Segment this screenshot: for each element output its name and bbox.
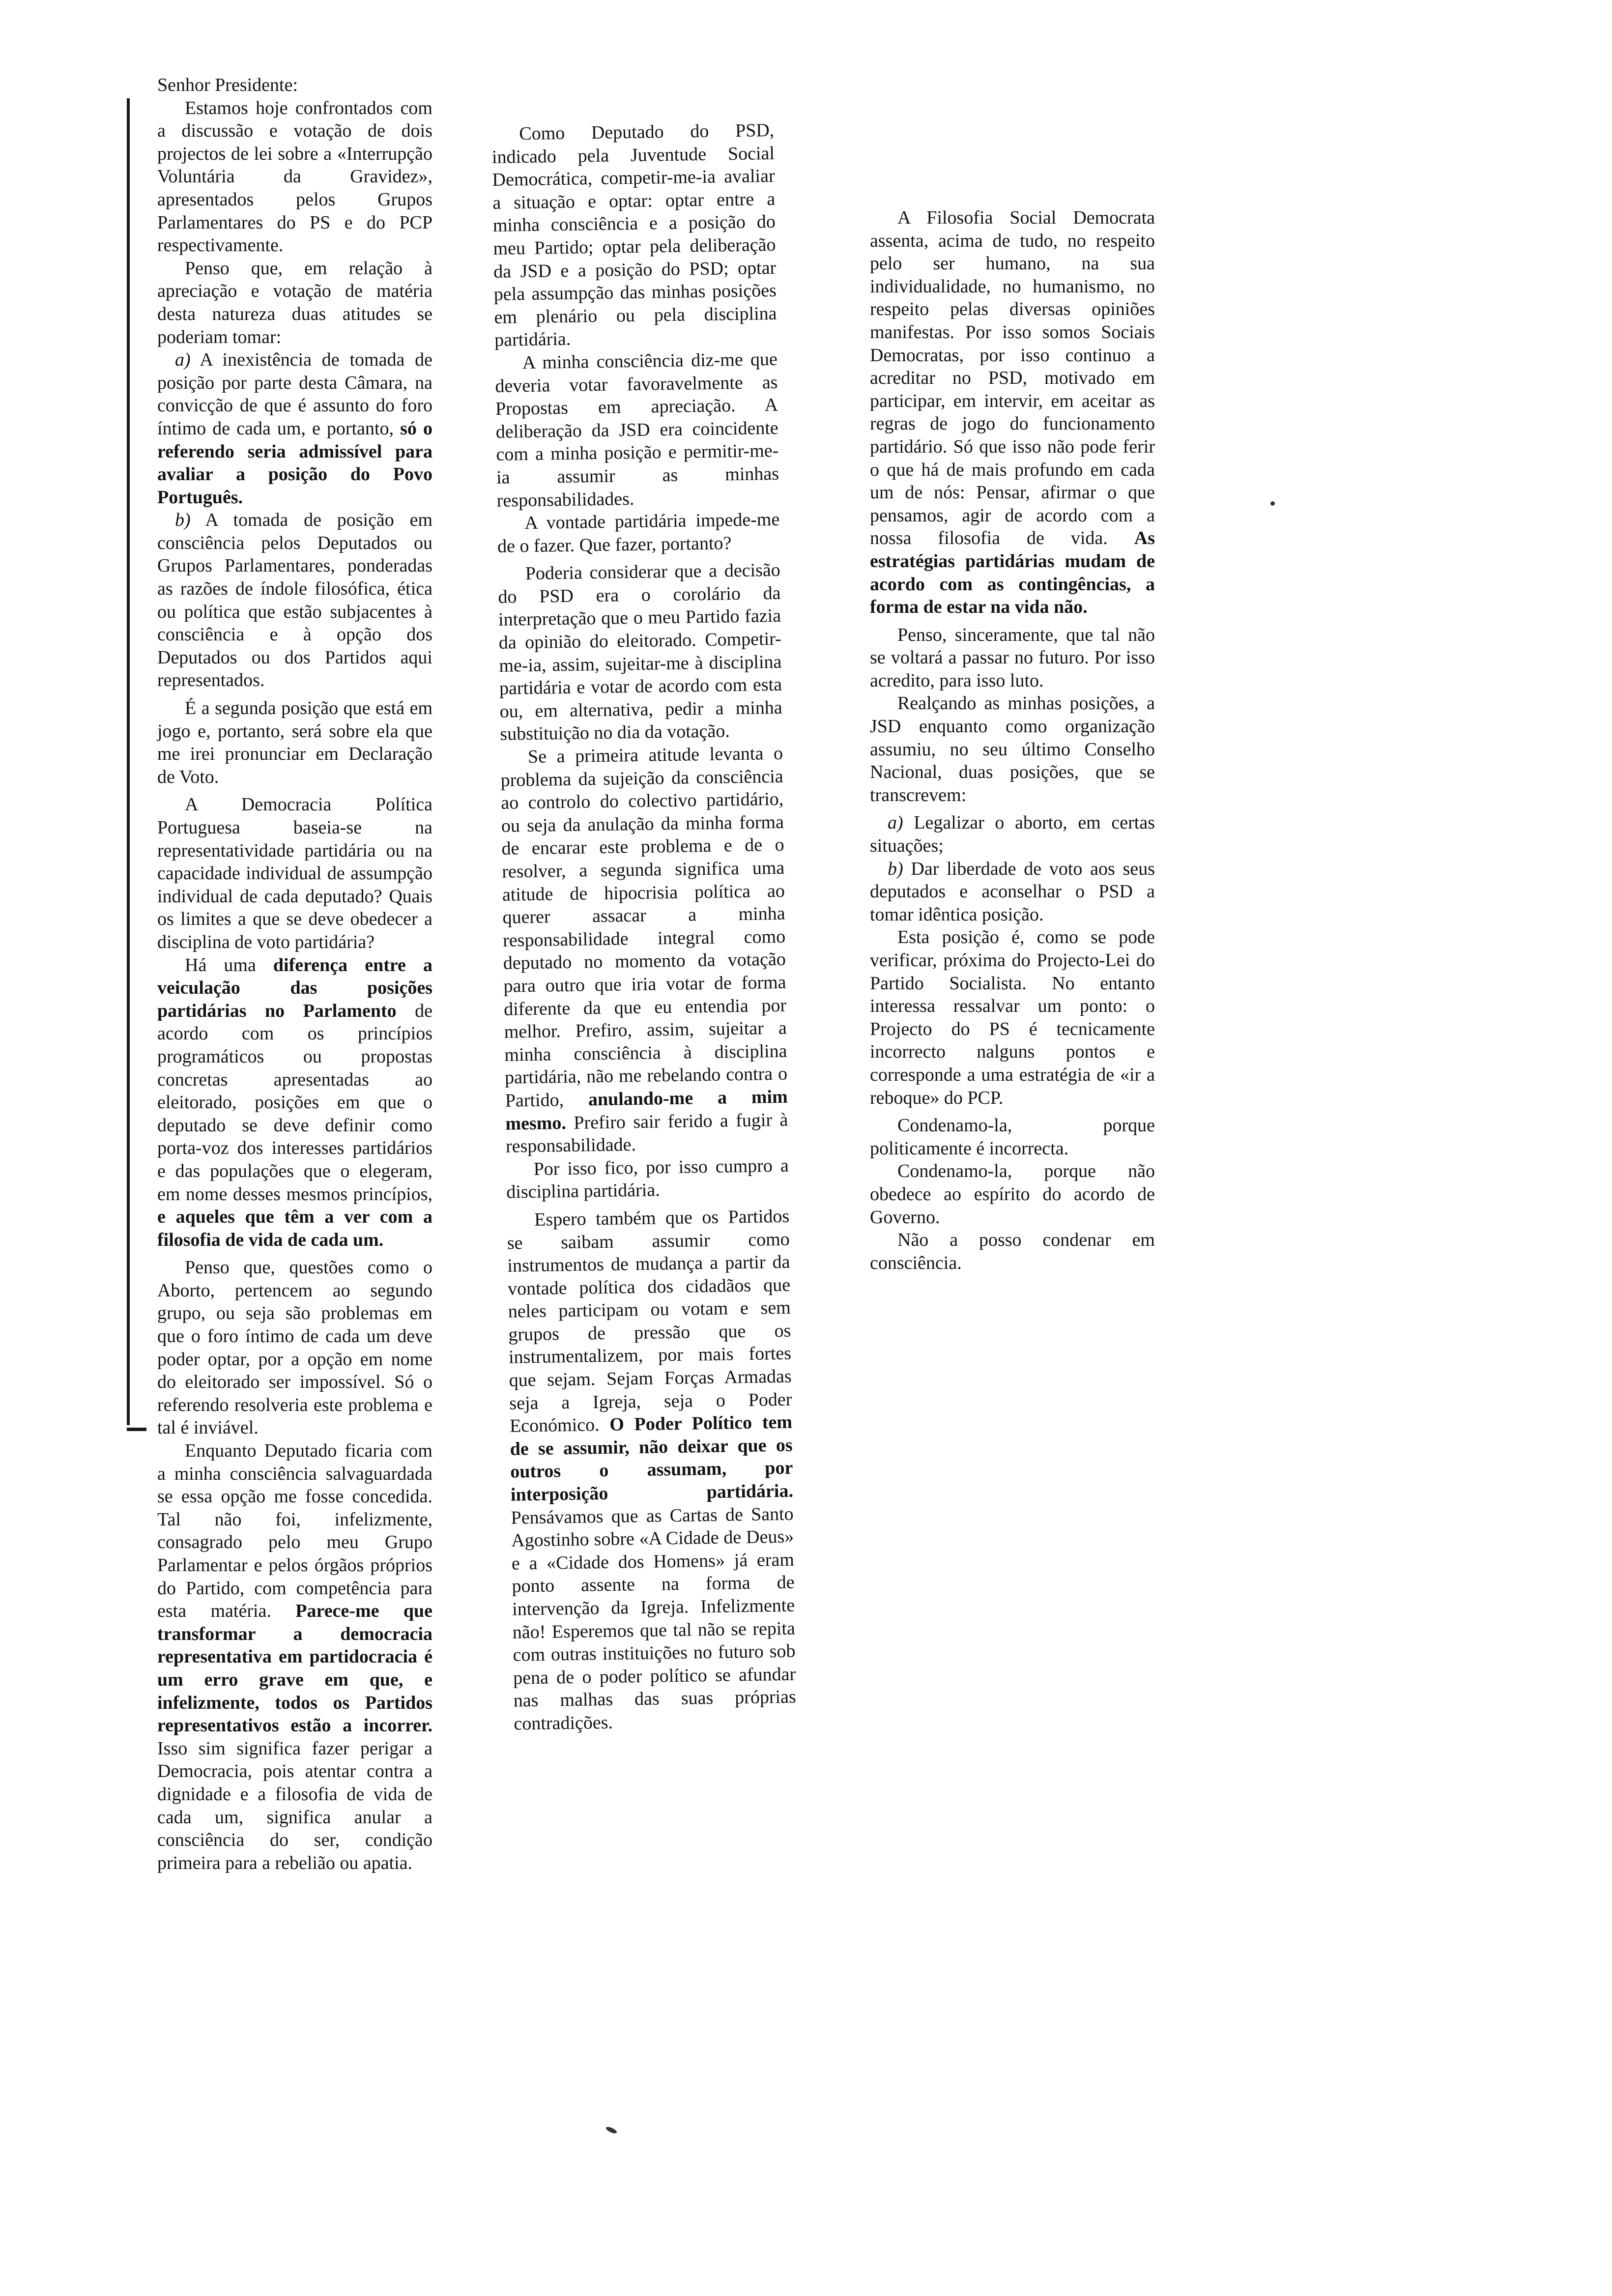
paragraph: A vontade partidária impede-me de o fazer. Que fazer, portanto?: [497, 509, 780, 557]
paragraph-item-b: b) Dar liberdade de voto aos seus deputados e aconselhar o PSD a tomar idêntica posição.: [870, 858, 1155, 925]
paragraph: A Democracia Política Portuguesa baseia-se na representatividade partidária ou na capacidade individual de assumpção individual de cada deputado? Quais os limites a que se deve obedecer a disciplina de voto partidária?: [157, 794, 432, 952]
paragraph: A Filosofia Social Democrata assenta, acima de tudo, no respeito pelo ser humano, na sua individualidade, no humanismo, no respeito pelas diversas opiniões manifestas. Por isso somos Sociais Democratas, por isso continuo a acreditar no PSD, motivado em participar, em intervir, em aceitar as regras de jogo do funcionamento partidário. Só que isso não pode ferir o que há de mais profundo em cada um de nós: Pensar, afirmar o que pensamos, agir de acordo com a nossa filosofia de vida. As estratégias partidárias mudam de acordo com as contingências, a forma de estar na vida não.: [870, 207, 1155, 618]
paragraph-item-a: a) Legalizar o aborto, em certas situações;: [870, 812, 1155, 857]
scan-speck: [605, 2125, 618, 2134]
paragraph: A minha consciência diz-me que deveria votar favoravelmente as Propostas em apreciação. A deliberação da JSD era coincidente com a minha posição e permitir-me-ia assumir as minhas responsabilidades.: [495, 348, 779, 511]
text-column-3: [870, 206, 1155, 1274]
paragraph: Se a primeira atitude levanta o problema da sujeição da consciência ao controlo do colectivo partidário, ou seja da anulação da minha forma de encarar este problema e de o resolver, a segunda significa uma atitude de hipocrisia política ao querer assacar a minha responsabilidade integral como deputado no momento da votação para outro que iria votar de forma diferente da que eu entendia por melhor. Prefiro, assim, sujeitar a minha consciência à disciplina partidária, não me rebelando contra o Partido, anulando-me a mim mesmo. Prefiro sair ferido a fugir à responsabilidade.: [500, 743, 788, 1157]
paragraph: Por isso fico, por isso cumpro a disciplina partidária.: [506, 1155, 789, 1203]
paragraph: Não a posso condenar em consciência.: [870, 1230, 1155, 1273]
text-column-1: [157, 74, 432, 1874]
scan-speck: [1270, 501, 1275, 506]
scan-margin-tick: [127, 1428, 146, 1431]
paragraph: Espero também que os Partidos se saibam assumir como instrumentos de mudança a partir da vontade política dos cidadãos que neles participam ou votam e sem grupos de pressão que os instrumentalizem, por mais fortes que sejam. Sejam Forças Armadas seja a Igreja, seja o Poder Económico. O Poder Político tem de se assumir, não deixar que os outros o assumam, por interposição partidária. Pensávamos que as Cartas de Santo Agostinho sobre «A Cidade de Deus» e a «Cidade dos Homens» já eram ponto assente na forma de intervenção da Igreja. Infelizmente não! Esperemos que tal não se repita com outras instituições no futuro sob pena de o poder político se afundar nas malhas das suas próprias contradições.: [507, 1205, 797, 1734]
paragraph: Há uma diferença entre a veiculação das posições partidárias no Parlamento de acordo com os princípios programáticos ou propostas concretas apresentadas ao eleitorado, posições em que o deputado se deve definir como porta-voz dos interesses partidários e das populações que o elegeram, em nome desses mesmos princípios, e aqueles que têm a ver com a filosofia de vida de cada um.: [157, 954, 433, 1250]
paragraph: Penso, sinceramente, que tal não se voltará a passar no futuro. Por isso acredito, para isso luto.: [870, 624, 1155, 691]
paragraph: Penso que, em relação à apreciação e votação de matéria desta natureza duas atitudes se poderiam tomar:: [157, 258, 432, 347]
scan-margin-line: [127, 98, 130, 1425]
paragraph: Condenamo-la, porque não obedece ao espírito do acordo de Governo.: [870, 1161, 1155, 1228]
paragraph-option-a: a) A inexistência de tomada de posição por parte desta Câmara, na convicção de que é assunto do foro íntimo de cada um, e portanto, só o referendo seria admissível para avaliar a posição do Povo Português.: [157, 349, 432, 508]
salutation: Senhor Presidente:: [157, 75, 298, 95]
paragraph: Penso que, questões como o Aborto, pertencem ao segundo grupo, ou seja são problemas em que o foro íntimo de cada um deve poder optar, por a opção em nome do eleitorado ser impossível. Só o referendo resolveria este problema e tal é inviável.: [157, 1257, 432, 1438]
paragraph: É a segunda posição que está em jogo e, portanto, será sobre ela que me irei pronunciar em Declaração de Voto.: [157, 698, 432, 787]
text-column-2: [491, 119, 797, 1735]
paragraph: Poderia considerar que a decisão do PSD era o corolário da interpretação que o meu Partido fazia da opinião do eleitorado. Competir-me-ia, assim, sujeitar-me à disciplina partidária e votar de acordo com esta ou, em alternativa, pedir a minha substituição no dia da votação.: [498, 560, 782, 745]
paragraph: Realçando as minhas posições, a JSD enquanto como organização assumiu, no seu último Conselho Nacional, duas posições, que se transcrevem:: [870, 693, 1155, 805]
paragraph: Estamos hoje confrontados com a discussão e votação de dois projectos de lei sobre a «Interrupção Voluntária da Gravidez», apresentados pelos Grupos Parlamentares do PS e do PCP respectivamente.: [157, 97, 432, 256]
paragraph: Condenamo-la, porque politicamente é incorrecta.: [870, 1115, 1155, 1159]
paragraph: Como Deputado do PSD, indicado pela Juventude Social Democrática, competir-me-ia avaliar a situação e optar: optar entre a minha consciência e a posição do meu Partido; optar pela deliberação da JSD e a posição do PSD; optar pela assumpção das minhas posições em plenário ou pela disciplina partidária.: [491, 119, 777, 351]
paragraph: Esta posição é, como se pode verificar, próxima do Projecto-Lei do Partido Socialista. No entanto interessa ressalvar um ponto: o Projecto do PS é tecnicamente incorrecto nalguns pontos e corresponde a uma estratégia de «ir a reboque» do PCP.: [870, 927, 1155, 1108]
paragraph: Enquanto Deputado ficaria com a minha consciência salvaguardada se essa opção me fosse concedida. Tal não foi, infelizmente, consagrado pelo meu Grupo Parlamentar e pelos órgãos próprios do Partido, com competência para esta matéria. Parece-me que transformar a democracia representativa em partidocracia é um erro grave em que, e infelizmente, todos os Partidos representativos estão a incorrer. Isso sim significa fazer perigar a Democracia, pois atentar contra a dignidade e a filosofia de vida de cada um, significa anular a consciência do ser, condição primeira para a rebelião ou apatia.: [157, 1440, 432, 1873]
paragraph-option-b: b) A tomada de posição em consciência pelos Deputados ou Grupos Parlamentares, ponderadas as razões de índole filosófica, ética ou política que estão subjacentes à consciência e à opção dos Deputados ou dos Partidos aqui representados.: [157, 510, 432, 691]
